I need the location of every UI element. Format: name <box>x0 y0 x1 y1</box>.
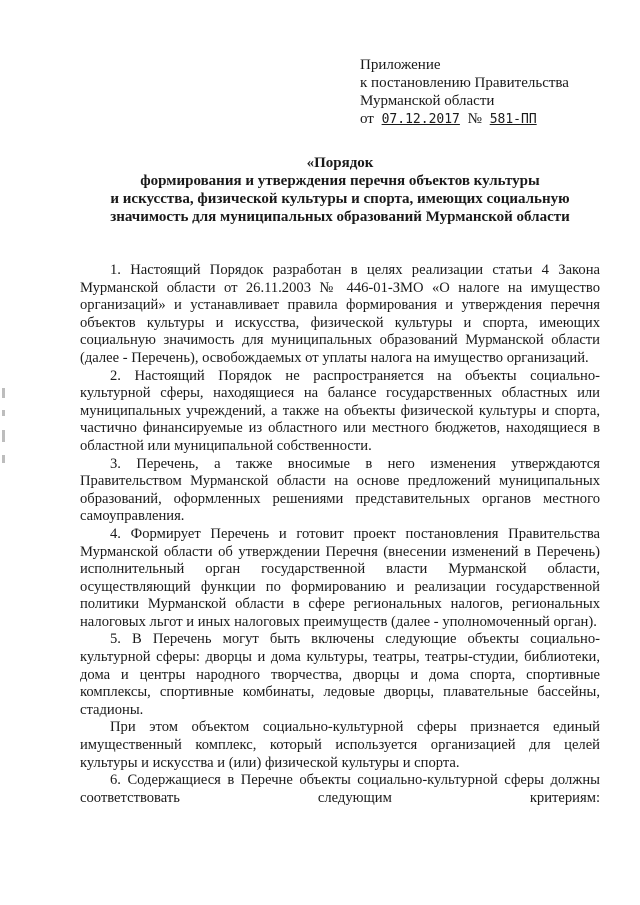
paragraph-6: 6. Содержащиеся в Перечне объекты социально-культурной сферы должны соответствовать следующим критериям: <box>80 772 600 806</box>
document-title <box>80 154 600 226</box>
scan-artifact <box>2 455 5 463</box>
scan-artifact <box>2 430 5 442</box>
scan-artifact <box>2 388 5 398</box>
from-prefix: от <box>360 111 374 127</box>
title-line-3: и искусства, физической культуры и спорта, имеющих социальную <box>110 191 570 207</box>
number-sign: № <box>467 111 482 127</box>
title-line-4: значимость для муниципальных образований Мурманской области <box>110 209 570 225</box>
title-line-1: «Порядок <box>306 155 374 171</box>
document-body <box>80 262 600 807</box>
attachment-block <box>360 56 630 129</box>
paragraph-5: 5. В Перечень могут быть включены следующие объекты социально-культурной сферы: дворцы и дома культуры, театры, театры-студии, библиотеки, дома и центры народного творчества, дворцы и дома спорта, спортивные комплексы, спортивные комбинаты, ледовые дворцы, плавательные бассейны, стадионы. <box>80 631 600 718</box>
paragraph-1: 1. Настоящий Порядок разработан в целях реализации статьи 4 Закона Мурманской области от 26.11.2003 № 446-01-ЗМО «О налоге на имущество организаций» и устанавливает правила формирования и утверждения перечня объектов культуры и искусства, физической культуры и спорта, имеющих социальную значимость для муниципальных образований Мурманской области (далее - Перечень), освобождаемых от уплаты налога на имущество организаций. <box>80 262 600 366</box>
scan-artifact <box>2 410 5 416</box>
resolution-date: 07.12.2017 <box>381 112 460 127</box>
paragraph-2: 2. Настоящий Порядок не распространяется на объекты социально-культурной сферы, находящиеся на балансе государственных областных или муниципальных учреждений, а также на объекты физической культуры и спорта, частично финансируемые из областного или местного бюджетов, находящиеся в областной или муниципальной собственности. <box>80 367 600 454</box>
paragraph-3: 3. Перечень, а также вносимые в него изменения утверждаются Правительством Мурманской области на основе предложений муниципальных образований, оформленных решениями представительных органов местного самоуправления. <box>80 455 600 525</box>
paragraph-4: 4. Формирует Перечень и готовит проект постановления Правительства Мурманской области об утверждении Перечня (внесении изменений в Перечень) исполнительный орган государственной власти Мурманской области, осуществляющий функции по формированию и реализации государственной политики Мурманской области в сфере региональных налогов, региональных налоговых льгот и иных налоговых преимуществ (далее - уполномоченный орган). <box>80 525 600 630</box>
resolution-number: 581-ПП <box>489 112 537 127</box>
paragraph-5-note: При этом объектом социально-культурной сферы признается единый имущественный комплекс, который используется организацией для целей культуры и искусства и (или) физической культуры и спорта. <box>80 719 600 771</box>
attachment-region: Мурманской области <box>360 93 495 109</box>
attachment-resolution-ref: к постановлению Правительства <box>360 75 569 91</box>
attachment-label: Приложение <box>360 57 441 73</box>
title-line-2: формирования и утверждения перечня объектов культуры <box>140 173 540 189</box>
attachment-date-line <box>360 110 630 129</box>
